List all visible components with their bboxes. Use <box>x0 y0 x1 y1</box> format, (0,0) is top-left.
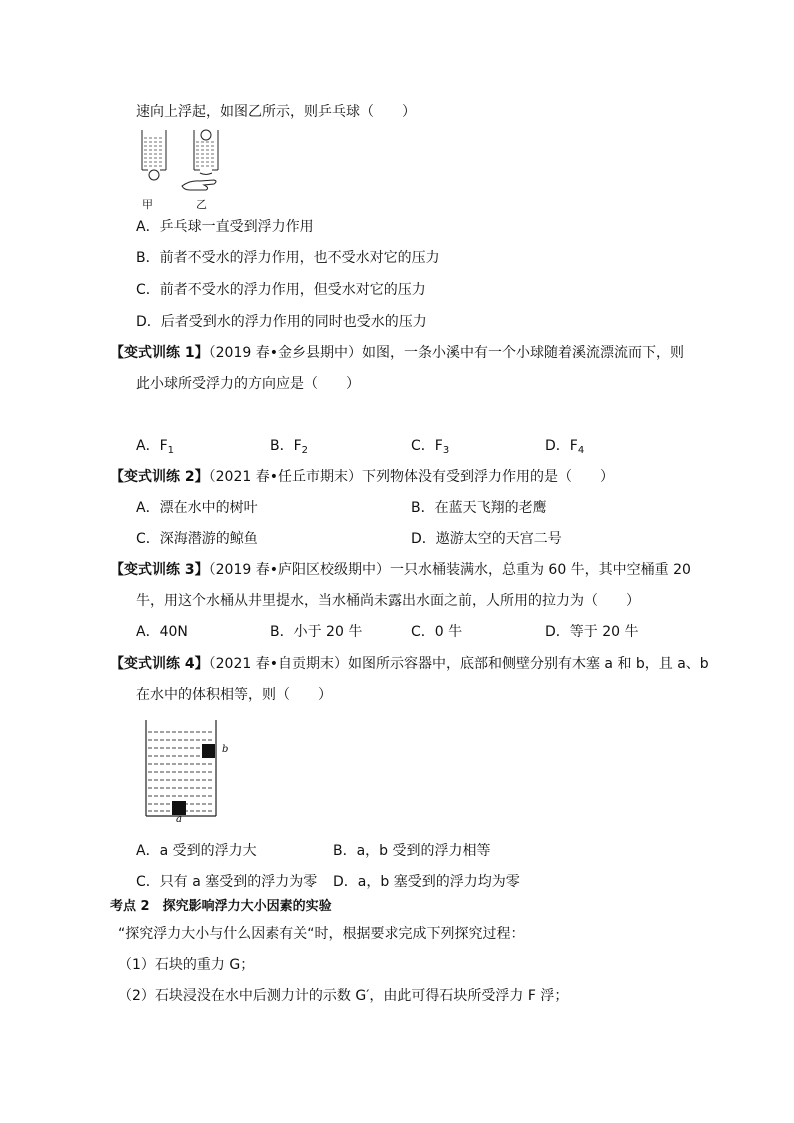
beaker-jia <box>142 130 166 180</box>
figure-label-yi: 乙 <box>196 198 207 211</box>
exercise-4-option-a: A．a 受到的浮力大 <box>136 843 257 859</box>
exercise-4-text: （2021 春•自贡期末）如图所示容器中，底部和侧壁分别有木塞 a 和 b，且 a、b <box>208 656 709 672</box>
q1-option-b: B．前者不受水的浮力作用，也不受水对它的压力 <box>136 250 440 266</box>
stopper-a-label: a <box>176 814 182 825</box>
exercise-1-option-b: B．$F_2$ <box>270 438 309 456</box>
exercise-1-line-2: 此小球所受浮力的方向应是（ ） <box>136 376 360 392</box>
exercise-2-option-c: C．深海潜游的鲸鱼 <box>136 531 258 547</box>
stopper-a <box>172 801 186 815</box>
exercise-2-line-1 <box>110 468 614 486</box>
exercise-3-option-b: B．小于 20 牛 <box>270 624 363 640</box>
stopper-b-label: b <box>222 744 229 755</box>
exercise-1-option-c: C．$F_3$ <box>411 438 450 456</box>
exercise-1-tag: 【变式训练 1】 <box>110 345 209 361</box>
pingpong-figure <box>134 128 234 212</box>
exercise-3-line-1 <box>110 561 691 579</box>
exercise-1-text: （2019 春•金乡县期中）如图，一条小溪中有一个小球随着溪流漂流而下，则 <box>208 345 684 361</box>
section-step-2: （2）石块浸没在水中后测力计的示数 G′，由此可得石块所受浮力 F 浮； <box>118 988 569 1004</box>
exercise-2-option-d: D．遨游太空的天宫二号 <box>411 531 562 547</box>
exercise-4-option-c: C．只有 a 塞受到的浮力为零 <box>136 874 318 890</box>
exercise-3-option-c: C．0 牛 <box>411 624 463 640</box>
exercise-4-line-2: 在水中的体积相等，则（ ） <box>136 687 332 703</box>
exercise-3-text: （2019 春•庐阳区校级期中）一只水桶装满水，总重为 60 牛，其中空桶重 20 <box>208 562 691 578</box>
exercise-2-option-b: B．在蓝天飞翔的老鹰 <box>411 500 547 516</box>
q1-option-d: D．后者受到水的浮力作用的同时也受水的压力 <box>136 314 427 330</box>
exercise-2-text: （2021 春•任丘市期末）下列物体没有受到浮力作用的是（ ） <box>208 469 614 485</box>
exercise-2-option-a: A．漂在水中的树叶 <box>136 500 258 516</box>
exercise-1-option-a: A．$F_1$ <box>136 438 175 456</box>
exercise-2-tag: 【变式训练 2】 <box>110 469 209 485</box>
q1-option-a: A．乒乓球一直受到浮力作用 <box>136 219 314 235</box>
q1-option-c: C．前者不受水的浮力作用，但受水对它的压力 <box>136 282 426 298</box>
section-heading: 考点 2 探究影响浮力大小因素的实验 <box>110 899 332 914</box>
exercise-1-line-1 <box>110 344 684 362</box>
container-figure <box>136 718 246 830</box>
exercise-1-option-d: D．$F_4$ <box>545 438 585 456</box>
section-step-1: （1）石块的重力 G； <box>118 957 255 973</box>
container-svg <box>136 718 246 826</box>
exercise-4-option-d: D．a，b 塞受到的浮力均为零 <box>333 874 520 890</box>
exercise-3-line-2: 牛，用这个水桶从井里提水，当水桶尚未露出水面之前，人所用的拉力为（ ） <box>136 593 640 609</box>
hand-icon <box>182 180 216 190</box>
section-intro: “探究浮力大小与什么因素有关“时，根据要求完成下列探究过程： <box>118 926 525 942</box>
figure-label-jia: 甲 <box>142 198 153 211</box>
exercise-4-option-b: B．a，b 受到的浮力相等 <box>333 843 491 859</box>
exercise-4-tag: 【变式训练 4】 <box>110 656 209 672</box>
exercise-4-line-1 <box>110 655 709 673</box>
exercise-3-option-d: D．等于 20 牛 <box>545 624 639 640</box>
stopper-b <box>202 744 215 758</box>
exercise-3-tag: 【变式训练 3】 <box>110 562 209 578</box>
exercise-3-option-a: A．40N <box>136 624 188 640</box>
beaker-yi <box>182 130 218 190</box>
question-intro-text: 速向上浮起，如图乙所示，则乒乓球（ ） <box>136 104 416 120</box>
